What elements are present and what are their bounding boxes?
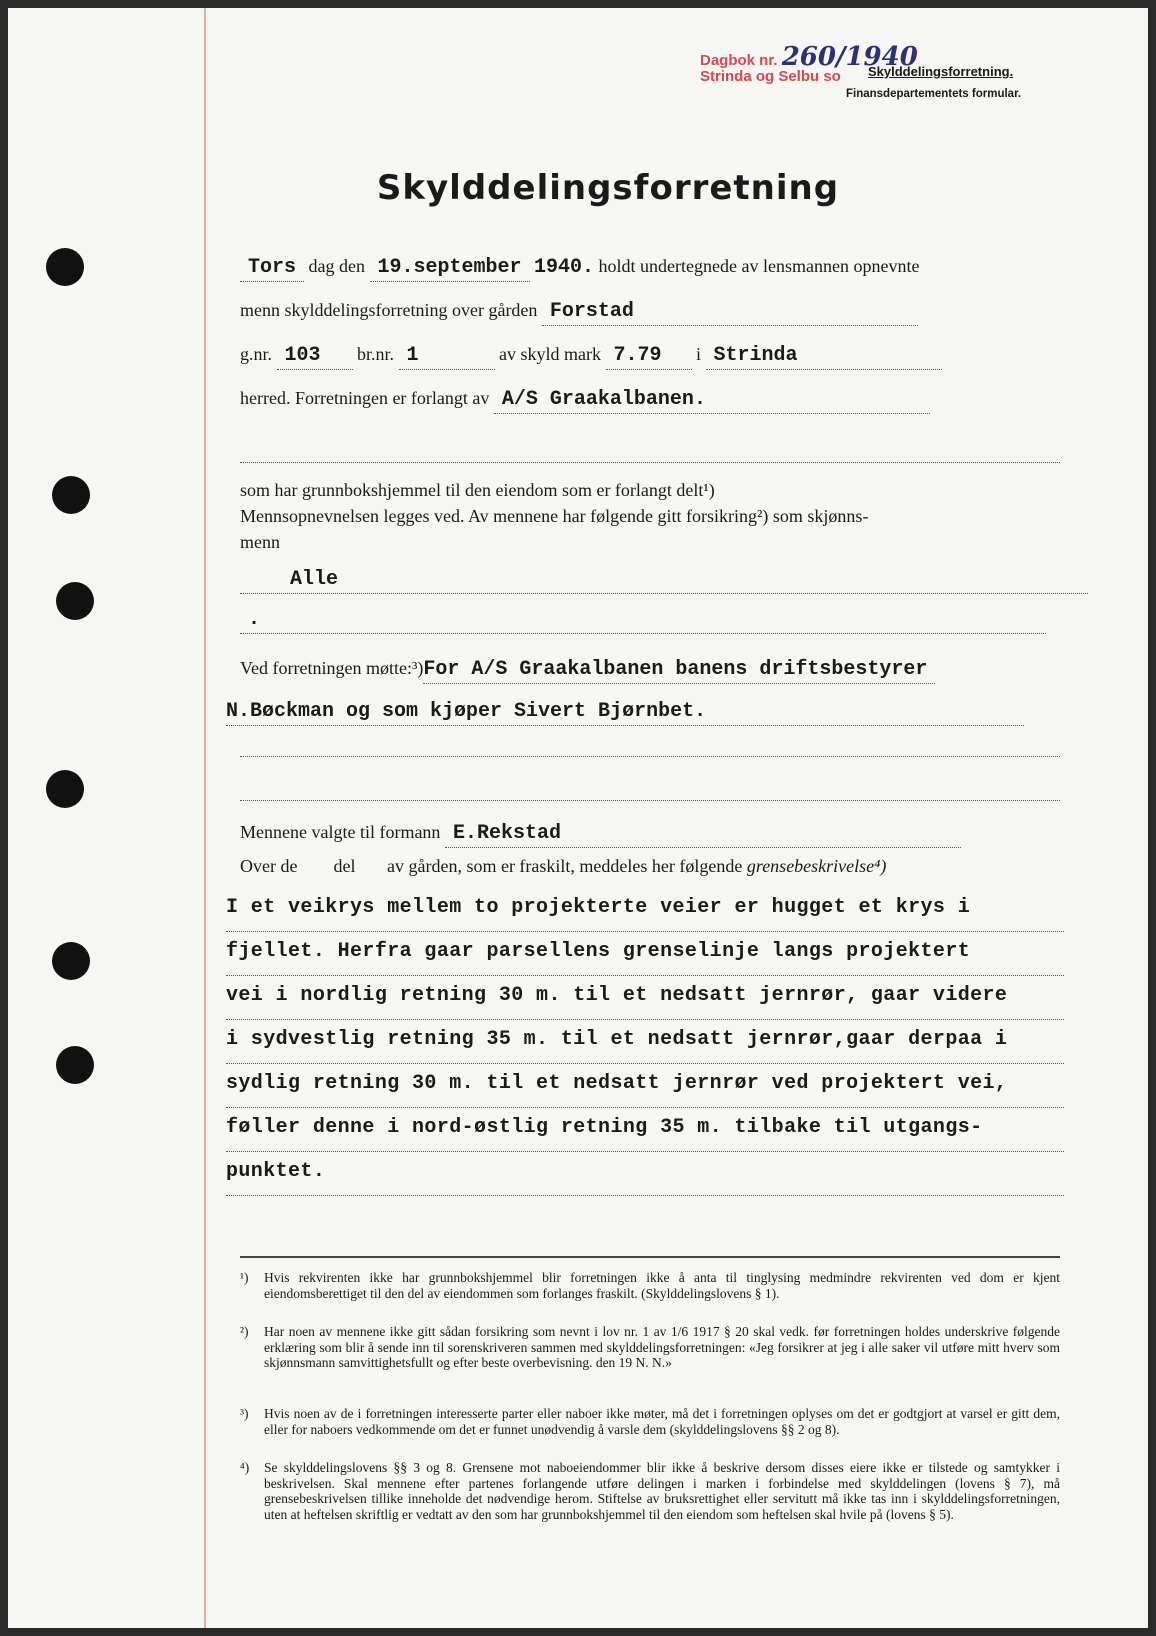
footnote-number: ²) [240, 1324, 249, 1339]
footnote [240, 1270, 1060, 1301]
form-name: Skylddelingsforretning. [868, 64, 1014, 79]
attendance-field: For A/S Graakalbanen banens driftsbestyrer [423, 658, 935, 684]
static-text: dag den [308, 256, 365, 276]
intro-line-4 [240, 388, 1060, 422]
punch-hole [56, 1046, 94, 1084]
footnote [240, 1460, 1060, 1522]
margin-line [204, 8, 206, 1628]
footnote-number: ¹) [240, 1270, 249, 1285]
court-stamp: Strinda og Selbu so [700, 68, 841, 85]
hjemmel-line-2: Mennsopnevnelsen legges ved. Av mennene har følgende gitt forsikring²) som skjønns- [240, 506, 869, 526]
page-title: Skylddelingsforretning [376, 168, 840, 208]
description-line: vei i nordlig retning 30 m. til et nedsatt jernrør, gaar videre [226, 976, 1064, 1020]
footnote-text: Har noen av mennene ikke gitt sådan forsikring som nevnt i lov nr. 1 av 1/6 1917 § 20 skal vedk. før forretningen holdes underskrive følgende erklæring som blir å sende inn til sorenskriveren sammen med skylddelingsforretningen: «Jeg forsikrer at jeg i alle saker vil utføre mitt hverv som skjønnsmann samvittighetsfullt og efter beste overbevisning. den 19 N. N.» [264, 1324, 1060, 1370]
boundary-intro-line [240, 856, 1060, 890]
punch-hole [46, 770, 84, 808]
gnr-field: 103 [277, 344, 353, 370]
herred-field: Strinda [706, 344, 942, 370]
blank-line [240, 798, 1060, 801]
footnote-text: Se skylddelingslovens §§ 3 og 8. Grensene mot naboeiendommer blir ikke å beskrive dersom disses eiere ikke er tilstede og samtykker i beskrivelsen. Skal mennene efter partenes forlangende utføre delingen i marken i forbindelse med skylddelingen (lovens § 7), må grensebeskrivelsen tillike inneholde det nødvendige herom. Stiftelse av bruksrettighet eller servitutt må ikke tas inn i skylddelingsforretningen, uten at heftelsen skriftlig er vedtatt av den som har grunnbokshjemmel til den eiendom som heftelsen skal hvile på (lovens § 5). [264, 1460, 1060, 1522]
hjemmel-answer-line-2 [240, 608, 1060, 642]
chairman-field: E.Rekstad [445, 822, 961, 848]
static-text: Over de [240, 856, 298, 876]
footnote-divider [240, 1256, 1060, 1258]
skyld-field: 7.79 [606, 344, 692, 370]
blank-line [240, 754, 1060, 757]
day-field: Tors [240, 256, 304, 282]
description-line: I et veikrys mellem to projekterte veier er hugget et krys i [226, 888, 1064, 932]
date-field: 19.september [370, 256, 530, 282]
hjemmel-line-1: som har grunnbokshjemmel til den eiendom som er forlangt delt¹) [240, 480, 715, 500]
attendance-line-2 [226, 700, 1046, 734]
footnote [240, 1324, 1060, 1371]
hjemmel-line-3: menn [240, 532, 280, 552]
brnr-field: 1 [399, 344, 495, 370]
journal-number: 260/1940 [781, 42, 918, 72]
description-line: fjellet. Herfra gaar parsellens grenselinje langs projektert [226, 932, 1064, 976]
footnote-number: ⁴) [240, 1460, 250, 1475]
boundary-description [226, 888, 1064, 1196]
punch-hole [52, 942, 90, 980]
year-field: 1940. [534, 256, 595, 279]
form-source: Finansdepartementets formular. [846, 88, 1022, 100]
footnote-number: ³) [240, 1406, 249, 1421]
static-text: i [696, 344, 702, 364]
stamp-dagbok-label: Dagbok nr. [700, 52, 778, 69]
description-line: i sydvestlig retning 35 m. til et nedsatt jernrør,gaar derpaa i [226, 1020, 1064, 1064]
footnote-text: Hvis noen av de i forretningen interesserte parter eller naboer ikke møter, må det i forretningen oplyses om det er godtgjort at varsel er gitt dem, eller for naboers vedkommende om det er funnet unødvendig å varsle dem (skylddelingslovens §§ 2 og 8). [264, 1406, 1060, 1437]
description-line: sydlig retning 30 m. til et nedsatt jernrør ved projektert vei, [226, 1064, 1064, 1108]
requester-field: A/S Graakalbanen. [494, 388, 930, 414]
static-text: av skyld mark [499, 344, 602, 364]
punch-hole [46, 248, 84, 286]
punch-hole [52, 476, 90, 514]
static-text: br.nr. [357, 344, 395, 364]
static-text: del [333, 856, 356, 876]
static-text: Mennene valgte til formann [240, 822, 441, 842]
static-text: grensebeskrivelse⁴) [746, 856, 887, 876]
blank-line [240, 460, 1060, 463]
attendance-field-2: N.Bøckman og som kjøper Sivert Bjørnbet. [226, 700, 1024, 726]
intro-line-2 [240, 300, 1060, 334]
attendance-line-1 [240, 658, 1080, 692]
punch-hole [56, 582, 94, 620]
static-text: av gården, som er fraskilt, meddeles her følgende [386, 856, 743, 876]
hjemmel-answer-line [240, 568, 1060, 602]
chair-line [240, 822, 1060, 856]
static-text: menn skylddelingsforretning over gården [240, 300, 538, 320]
static-text: g.nr. [240, 344, 273, 364]
footnote-text: Hvis rekvirenten ikke har grunnbokshjemmel blir forretningen ikke å anta til tinglysing medmindre rekvirenten ved dom er kjent eiendomsberettiget til den del av eiendommen som forlanges fraskilt. (Skylddelingslovens § 1). [264, 1270, 1060, 1301]
sworn-men-field: Alle [240, 568, 1088, 594]
static-text: holdt undertegnede av lensmannen opnevnte [598, 256, 920, 276]
description-line: punktet. [226, 1152, 1064, 1196]
intro-line-1 [240, 256, 1060, 290]
description-line: føller denne i nord-østlig retning 35 m. tilbake til utgangs- [226, 1108, 1064, 1152]
intro-line-3 [240, 344, 1060, 378]
sworn-men-field-2: . [240, 608, 1046, 634]
static-text: Ved forretningen møtte:³) [240, 658, 424, 678]
static-text: herred. Forretningen er forlangt av [240, 388, 490, 408]
footnote [240, 1406, 1060, 1437]
document-page [8, 8, 1148, 1628]
farm-field: Forstad [542, 300, 918, 326]
